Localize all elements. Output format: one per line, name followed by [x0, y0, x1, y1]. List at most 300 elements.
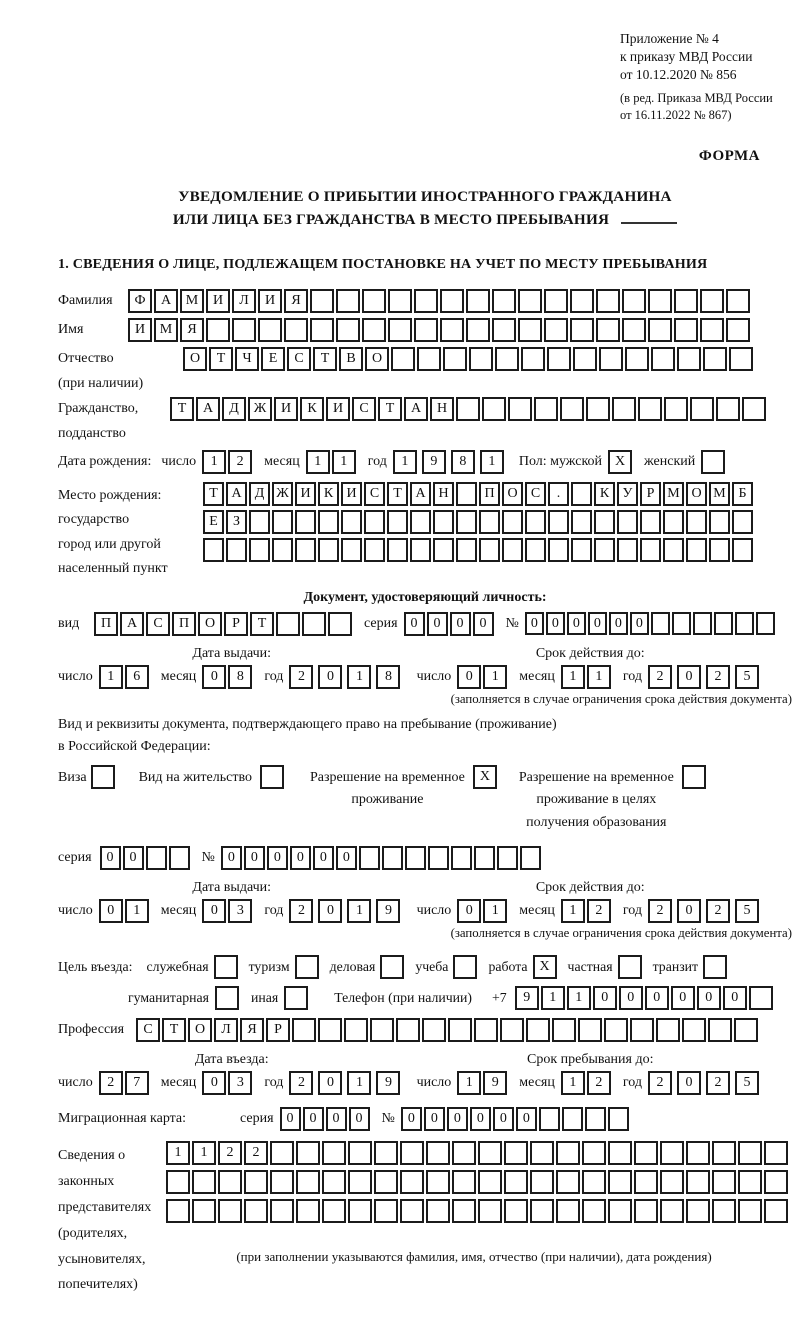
char-cell[interactable]: 0	[723, 986, 747, 1010]
char-cell[interactable]: 2	[218, 1141, 242, 1165]
char-cell[interactable]: 0	[267, 846, 288, 870]
char-cell[interactable]	[400, 1141, 424, 1165]
char-cell[interactable]	[410, 538, 431, 562]
char-cell[interactable]	[414, 289, 438, 313]
char-cell[interactable]: А	[196, 397, 220, 421]
char-cell[interactable]	[348, 1170, 372, 1194]
char-cell[interactable]	[218, 1170, 242, 1194]
char-cell[interactable]	[276, 612, 300, 636]
char-cell[interactable]	[608, 1107, 629, 1131]
char-cell[interactable]: 1	[99, 665, 123, 689]
char-cell[interactable]	[525, 538, 546, 562]
char-cell[interactable]	[428, 846, 449, 870]
char-cell[interactable]: П	[172, 612, 196, 636]
char-cell[interactable]	[534, 397, 558, 421]
male-checkbox[interactable]: X	[608, 450, 632, 474]
char-cell[interactable]	[502, 538, 523, 562]
char-cell[interactable]	[270, 1170, 294, 1194]
char-cell[interactable]: 0	[99, 899, 123, 923]
purpose-work-checkbox[interactable]: X	[533, 955, 557, 979]
char-cell[interactable]	[328, 612, 352, 636]
purpose-business-checkbox[interactable]	[380, 955, 404, 979]
char-cell[interactable]: А	[410, 482, 431, 506]
char-cell[interactable]	[387, 510, 408, 534]
char-cell[interactable]: 0	[318, 1071, 342, 1095]
char-cell[interactable]	[617, 538, 638, 562]
char-cell[interactable]	[712, 1141, 736, 1165]
char-cell[interactable]	[414, 318, 438, 342]
char-cell[interactable]: И	[258, 289, 282, 313]
char-cell[interactable]	[364, 510, 385, 534]
char-cell[interactable]	[726, 289, 750, 313]
char-cell[interactable]	[479, 538, 500, 562]
char-cell[interactable]	[310, 318, 334, 342]
char-cell[interactable]	[206, 318, 230, 342]
char-cell[interactable]: 0	[677, 665, 701, 689]
char-cell[interactable]: 0	[447, 1107, 468, 1131]
char-cell[interactable]	[504, 1141, 528, 1165]
char-cell[interactable]: Б	[732, 482, 753, 506]
char-cell[interactable]: 0	[202, 665, 226, 689]
char-cell[interactable]: 1	[347, 1071, 371, 1095]
char-cell[interactable]	[344, 1018, 368, 1042]
char-cell[interactable]	[492, 289, 516, 313]
char-cell[interactable]: 0	[473, 612, 494, 636]
char-cell[interactable]: 1	[192, 1141, 216, 1165]
purpose-private-checkbox[interactable]	[618, 955, 642, 979]
char-cell[interactable]: И	[341, 482, 362, 506]
char-cell[interactable]: 2	[228, 450, 252, 474]
char-cell[interactable]	[651, 612, 670, 635]
char-cell[interactable]	[594, 510, 615, 534]
char-cell[interactable]: 2	[289, 665, 313, 689]
char-cell[interactable]	[735, 612, 754, 635]
char-cell[interactable]	[634, 1141, 658, 1165]
char-cell[interactable]: 1	[202, 450, 226, 474]
char-cell[interactable]: 3	[228, 899, 252, 923]
char-cell[interactable]	[348, 1141, 372, 1165]
char-cell[interactable]	[272, 510, 293, 534]
char-cell[interactable]	[640, 510, 661, 534]
char-cell[interactable]: 5	[735, 1071, 759, 1095]
char-cell[interactable]	[764, 1199, 788, 1223]
char-cell[interactable]	[573, 347, 597, 371]
char-cell[interactable]: 0	[457, 665, 481, 689]
char-cell[interactable]	[452, 1199, 476, 1223]
char-cell[interactable]	[582, 1199, 606, 1223]
char-cell[interactable]	[732, 538, 753, 562]
char-cell[interactable]	[502, 510, 523, 534]
char-cell[interactable]	[686, 510, 707, 534]
char-cell[interactable]: В	[339, 347, 363, 371]
char-cell[interactable]: 0	[318, 899, 342, 923]
char-cell[interactable]	[756, 612, 775, 635]
char-cell[interactable]: О	[365, 347, 389, 371]
char-cell[interactable]: 2	[706, 665, 730, 689]
char-cell[interactable]: У	[617, 482, 638, 506]
char-cell[interactable]	[451, 846, 472, 870]
char-cell[interactable]	[749, 986, 773, 1010]
char-cell[interactable]	[456, 397, 480, 421]
char-cell[interactable]	[456, 510, 477, 534]
char-cell[interactable]	[443, 347, 467, 371]
char-cell[interactable]: 9	[376, 899, 400, 923]
char-cell[interactable]: 0	[221, 846, 242, 870]
char-cell[interactable]: Т	[378, 397, 402, 421]
char-cell[interactable]: 1	[166, 1141, 190, 1165]
char-cell[interactable]: 0	[290, 846, 311, 870]
char-cell[interactable]: М	[709, 482, 730, 506]
char-cell[interactable]	[686, 1170, 710, 1194]
char-cell[interactable]	[556, 1199, 580, 1223]
char-cell[interactable]	[552, 1018, 576, 1042]
char-cell[interactable]	[677, 347, 701, 371]
char-cell[interactable]: 2	[706, 899, 730, 923]
char-cell[interactable]: 0	[404, 612, 425, 636]
char-cell[interactable]: 0	[280, 1107, 301, 1131]
char-cell[interactable]: Р	[224, 612, 248, 636]
char-cell[interactable]	[226, 538, 247, 562]
char-cell[interactable]: 1	[332, 450, 356, 474]
char-cell[interactable]: 0	[493, 1107, 514, 1131]
char-cell[interactable]: 9	[515, 986, 539, 1010]
char-cell[interactable]	[474, 846, 495, 870]
char-cell[interactable]	[525, 510, 546, 534]
char-cell[interactable]	[374, 1199, 398, 1223]
char-cell[interactable]	[336, 318, 360, 342]
char-cell[interactable]	[738, 1141, 762, 1165]
char-cell[interactable]	[700, 318, 724, 342]
char-cell[interactable]	[630, 1018, 654, 1042]
char-cell[interactable]	[466, 318, 490, 342]
char-cell[interactable]	[422, 1018, 446, 1042]
char-cell[interactable]	[296, 1199, 320, 1223]
char-cell[interactable]: 1	[587, 665, 611, 689]
char-cell[interactable]	[456, 482, 477, 506]
char-cell[interactable]: 0	[336, 846, 357, 870]
char-cell[interactable]: М	[180, 289, 204, 313]
char-cell[interactable]	[270, 1141, 294, 1165]
char-cell[interactable]: О	[183, 347, 207, 371]
char-cell[interactable]: 3	[228, 1071, 252, 1095]
char-cell[interactable]	[712, 1199, 736, 1223]
purpose-other-checkbox[interactable]	[284, 986, 308, 1010]
char-cell[interactable]	[530, 1199, 554, 1223]
char-cell[interactable]: 2	[289, 899, 313, 923]
char-cell[interactable]	[382, 846, 403, 870]
char-cell[interactable]: 5	[735, 665, 759, 689]
char-cell[interactable]	[690, 397, 714, 421]
char-cell[interactable]	[604, 1018, 628, 1042]
char-cell[interactable]	[582, 1170, 606, 1194]
char-cell[interactable]: 1	[567, 986, 591, 1010]
char-cell[interactable]	[571, 482, 592, 506]
char-cell[interactable]: 0	[313, 846, 334, 870]
char-cell[interactable]: 9	[422, 450, 446, 474]
char-cell[interactable]: Л	[214, 1018, 238, 1042]
char-cell[interactable]	[359, 846, 380, 870]
char-cell[interactable]	[530, 1141, 554, 1165]
char-cell[interactable]: О	[188, 1018, 212, 1042]
char-cell[interactable]: З	[226, 510, 247, 534]
char-cell[interactable]: 0	[457, 899, 481, 923]
char-cell[interactable]: Т	[203, 482, 224, 506]
char-cell[interactable]: Р	[640, 482, 661, 506]
char-cell[interactable]: О	[198, 612, 222, 636]
char-cell[interactable]	[764, 1141, 788, 1165]
char-cell[interactable]	[362, 289, 386, 313]
char-cell[interactable]	[456, 538, 477, 562]
char-cell[interactable]	[433, 538, 454, 562]
char-cell[interactable]	[608, 1141, 632, 1165]
char-cell[interactable]	[617, 510, 638, 534]
char-cell[interactable]: 2	[587, 899, 611, 923]
char-cell[interactable]	[166, 1170, 190, 1194]
char-cell[interactable]: 1	[480, 450, 504, 474]
char-cell[interactable]: 0	[588, 612, 607, 635]
char-cell[interactable]	[296, 1170, 320, 1194]
char-cell[interactable]	[640, 538, 661, 562]
char-cell[interactable]	[594, 538, 615, 562]
female-checkbox[interactable]	[701, 450, 725, 474]
char-cell[interactable]	[648, 289, 672, 313]
char-cell[interactable]	[663, 538, 684, 562]
char-cell[interactable]: 0	[100, 846, 121, 870]
char-cell[interactable]	[426, 1141, 450, 1165]
char-cell[interactable]	[405, 846, 426, 870]
char-cell[interactable]: 2	[648, 1071, 672, 1095]
char-cell[interactable]	[469, 347, 493, 371]
char-cell[interactable]	[674, 318, 698, 342]
char-cell[interactable]	[660, 1141, 684, 1165]
char-cell[interactable]	[497, 846, 518, 870]
char-cell[interactable]: 9	[483, 1071, 507, 1095]
char-cell[interactable]	[440, 318, 464, 342]
char-cell[interactable]	[556, 1170, 580, 1194]
char-cell[interactable]	[734, 1018, 758, 1042]
char-cell[interactable]	[232, 318, 256, 342]
char-cell[interactable]	[249, 510, 270, 534]
char-cell[interactable]: С	[146, 612, 170, 636]
char-cell[interactable]	[521, 347, 545, 371]
char-cell[interactable]	[322, 1170, 346, 1194]
char-cell[interactable]	[547, 347, 571, 371]
char-cell[interactable]	[586, 397, 610, 421]
char-cell[interactable]: 0	[645, 986, 669, 1010]
char-cell[interactable]	[322, 1141, 346, 1165]
char-cell[interactable]	[738, 1199, 762, 1223]
char-cell[interactable]: 8	[376, 665, 400, 689]
char-cell[interactable]: Т	[250, 612, 274, 636]
char-cell[interactable]: К	[318, 482, 339, 506]
char-cell[interactable]: Т	[387, 482, 408, 506]
char-cell[interactable]	[284, 318, 308, 342]
char-cell[interactable]	[693, 612, 712, 635]
char-cell[interactable]	[674, 289, 698, 313]
char-cell[interactable]	[622, 289, 646, 313]
char-cell[interactable]: Т	[162, 1018, 186, 1042]
char-cell[interactable]	[578, 1018, 602, 1042]
char-cell[interactable]: 1	[541, 986, 565, 1010]
char-cell[interactable]: К	[594, 482, 615, 506]
char-cell[interactable]	[482, 397, 506, 421]
char-cell[interactable]	[426, 1170, 450, 1194]
char-cell[interactable]	[716, 397, 740, 421]
char-cell[interactable]: А	[154, 289, 178, 313]
char-cell[interactable]: 1	[306, 450, 330, 474]
char-cell[interactable]: 2	[648, 899, 672, 923]
char-cell[interactable]	[686, 538, 707, 562]
char-cell[interactable]: М	[154, 318, 178, 342]
char-cell[interactable]	[410, 510, 431, 534]
char-cell[interactable]	[448, 1018, 472, 1042]
char-cell[interactable]	[560, 397, 584, 421]
char-cell[interactable]: 0	[424, 1107, 445, 1131]
char-cell[interactable]: 0	[318, 665, 342, 689]
char-cell[interactable]: Ч	[235, 347, 259, 371]
char-cell[interactable]	[322, 1199, 346, 1223]
char-cell[interactable]	[570, 289, 594, 313]
char-cell[interactable]: 0	[671, 986, 695, 1010]
char-cell[interactable]	[648, 318, 672, 342]
char-cell[interactable]: 1	[457, 1071, 481, 1095]
char-cell[interactable]	[292, 1018, 316, 1042]
char-cell[interactable]: Д	[249, 482, 270, 506]
char-cell[interactable]: 0	[593, 986, 617, 1010]
char-cell[interactable]	[387, 538, 408, 562]
char-cell[interactable]: Н	[433, 482, 454, 506]
char-cell[interactable]: Т	[313, 347, 337, 371]
char-cell[interactable]	[663, 510, 684, 534]
char-cell[interactable]	[466, 289, 490, 313]
char-cell[interactable]	[548, 510, 569, 534]
char-cell[interactable]: Т	[170, 397, 194, 421]
char-cell[interactable]: С	[287, 347, 311, 371]
char-cell[interactable]	[700, 289, 724, 313]
char-cell[interactable]	[318, 510, 339, 534]
char-cell[interactable]	[192, 1199, 216, 1223]
char-cell[interactable]: 0	[677, 1071, 701, 1095]
char-cell[interactable]: И	[274, 397, 298, 421]
char-cell[interactable]: 5	[735, 899, 759, 923]
char-cell[interactable]	[508, 397, 532, 421]
char-cell[interactable]	[272, 538, 293, 562]
char-cell[interactable]: 2	[99, 1071, 123, 1095]
char-cell[interactable]: А	[404, 397, 428, 421]
char-cell[interactable]: П	[94, 612, 118, 636]
char-cell[interactable]: Е	[261, 347, 285, 371]
char-cell[interactable]	[709, 538, 730, 562]
char-cell[interactable]	[660, 1170, 684, 1194]
char-cell[interactable]: 0	[609, 612, 628, 635]
char-cell[interactable]	[596, 318, 620, 342]
char-cell[interactable]	[726, 318, 750, 342]
char-cell[interactable]	[520, 846, 541, 870]
char-cell[interactable]	[732, 510, 753, 534]
char-cell[interactable]: И	[206, 289, 230, 313]
char-cell[interactable]	[388, 318, 412, 342]
char-cell[interactable]: С	[525, 482, 546, 506]
char-cell[interactable]: 1	[483, 665, 507, 689]
char-cell[interactable]: Д	[222, 397, 246, 421]
char-cell[interactable]	[656, 1018, 680, 1042]
char-cell[interactable]	[396, 1018, 420, 1042]
char-cell[interactable]	[400, 1170, 424, 1194]
char-cell[interactable]	[682, 1018, 706, 1042]
char-cell[interactable]: 0	[630, 612, 649, 635]
char-cell[interactable]: 9	[376, 1071, 400, 1095]
char-cell[interactable]	[585, 1107, 606, 1131]
char-cell[interactable]: 0	[401, 1107, 422, 1131]
char-cell[interactable]	[556, 1141, 580, 1165]
char-cell[interactable]	[318, 538, 339, 562]
char-cell[interactable]	[341, 510, 362, 534]
char-cell[interactable]: 0	[349, 1107, 370, 1131]
char-cell[interactable]: 0	[202, 1071, 226, 1095]
char-cell[interactable]: 0	[470, 1107, 491, 1131]
char-cell[interactable]: 1	[347, 665, 371, 689]
char-cell[interactable]: 8	[451, 450, 475, 474]
char-cell[interactable]	[518, 289, 542, 313]
char-cell[interactable]	[374, 1141, 398, 1165]
char-cell[interactable]	[400, 1199, 424, 1223]
char-cell[interactable]	[348, 1199, 372, 1223]
char-cell[interactable]	[492, 318, 516, 342]
char-cell[interactable]: Я	[284, 289, 308, 313]
char-cell[interactable]	[599, 347, 623, 371]
char-cell[interactable]	[504, 1199, 528, 1223]
char-cell[interactable]: 6	[125, 665, 149, 689]
char-cell[interactable]	[296, 1141, 320, 1165]
char-cell[interactable]: С	[352, 397, 376, 421]
char-cell[interactable]	[478, 1199, 502, 1223]
char-cell[interactable]	[742, 397, 766, 421]
char-cell[interactable]	[474, 1018, 498, 1042]
purpose-study-checkbox[interactable]	[453, 955, 477, 979]
char-cell[interactable]	[764, 1170, 788, 1194]
char-cell[interactable]	[651, 347, 675, 371]
char-cell[interactable]	[500, 1018, 524, 1042]
char-cell[interactable]: 0	[202, 899, 226, 923]
char-cell[interactable]: 0	[619, 986, 643, 1010]
char-cell[interactable]	[686, 1141, 710, 1165]
char-cell[interactable]	[638, 397, 662, 421]
char-cell[interactable]	[729, 347, 753, 371]
char-cell[interactable]	[625, 347, 649, 371]
char-cell[interactable]	[440, 289, 464, 313]
char-cell[interactable]	[479, 510, 500, 534]
char-cell[interactable]	[146, 846, 167, 870]
char-cell[interactable]	[452, 1141, 476, 1165]
char-cell[interactable]	[686, 1199, 710, 1223]
char-cell[interactable]	[582, 1141, 606, 1165]
char-cell[interactable]: И	[295, 482, 316, 506]
char-cell[interactable]: 0	[450, 612, 471, 636]
char-cell[interactable]	[452, 1170, 476, 1194]
char-cell[interactable]	[539, 1107, 560, 1131]
char-cell[interactable]: К	[300, 397, 324, 421]
char-cell[interactable]	[571, 510, 592, 534]
char-cell[interactable]	[364, 538, 385, 562]
char-cell[interactable]	[310, 289, 334, 313]
char-cell[interactable]: Ж	[248, 397, 272, 421]
char-cell[interactable]	[562, 1107, 583, 1131]
char-cell[interactable]	[244, 1170, 268, 1194]
visa-checkbox[interactable]	[91, 765, 115, 789]
char-cell[interactable]	[203, 538, 224, 562]
char-cell[interactable]: И	[128, 318, 152, 342]
char-cell[interactable]: 1	[393, 450, 417, 474]
